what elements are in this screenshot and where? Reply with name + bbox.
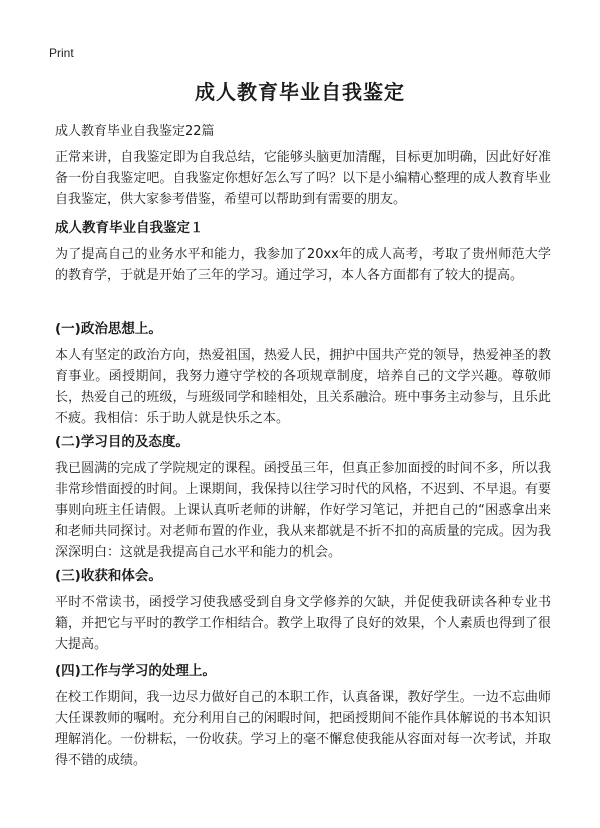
subheading-politics: (一)政治思想上。 <box>55 321 162 337</box>
work-study-paragraph: 在校工作期间，我一边尽力做好自己的本职工作，认真备课，教好学生。一边不忘曲师大任课教师的嘱咐。充分利用自己的闲暇时间，把函授期间不能作具体解说的书本知识理解消化。一份耕耘，一份收获。学习上的毫不懈怠使我能从容面对每一次考试，并取得不错的成绩。 <box>55 690 551 768</box>
study-attitude-paragraph: 我已圆满的完成了学院规定的课程。函授虽三年，但真正参加面授的时间不多，所以我非常珍惜面授的时间。上课期间，我保持以往学习时代的风格，不迟到、不早退。有要事则向班主任请假。上课认真听老师的讲解，作好学习笔记，并把自己的“困惑拿出来和老师共同探讨。对老师布置的作业，我从来都就是不折不扣的高质量的完成。因为我深深明白：这就是我提高自己水平和能力的机会。 <box>55 461 551 560</box>
page-title: 成人教育毕业自我鉴定 <box>195 80 405 104</box>
print-link[interactable]: Print <box>49 46 74 60</box>
page-subtitle: 成人教育毕业自我鉴定22篇 <box>55 124 215 139</box>
politics-paragraph: 本人有坚定的政治方向，热爱祖国，热爱人民，拥护中国共产党的领导，热爱神圣的教育事业。函授期间，我努力遵守学校的各项规章制度，培养自己的文学兴趣。尊敬师长，热爱自己的班级，与班级同学和睦相处，且关系融洽。班中事务主动参与，且乐此不疲。我相信：乐于助人就是快乐之本。 <box>55 348 551 426</box>
subheading-gains: (三)收获和体会。 <box>55 568 162 584</box>
section-heading-1: 成人教育毕业自我鉴定１ <box>55 220 204 236</box>
subheading-study-attitude: (二)学习目的及态度。 <box>55 434 189 450</box>
section1-paragraph: 为了提高自己的业务水平和能力，我参加了20xx年的成人高考，考取了贵州师范大学的教育学，于就是开始了三年的学习。通过学习，本人各方面都有了较大的提高。 <box>55 247 551 283</box>
intro-paragraph: 正常来讲，自我鉴定即为自我总结，它能够头脑更加清醒，目标更加明确，因此好好准备一份自我鉴定吧。自我鉴定你想好怎么写了吗？以下是小编精心整理的成人教育毕业自我鉴定，供大家参考借鉴，希望可以帮助到有需要的朋友。 <box>55 150 551 207</box>
subheading-work-study: (四)工作与学习的处理上。 <box>55 663 216 679</box>
gains-paragraph: 平时不常读书，函授学习使我感受到自身文学修养的欠缺，并促使我研读各种专业书籍，并把它与平时的教学工作相结合。教学上取得了良好的效果，个人素质也得到了很大提高。 <box>55 595 551 652</box>
